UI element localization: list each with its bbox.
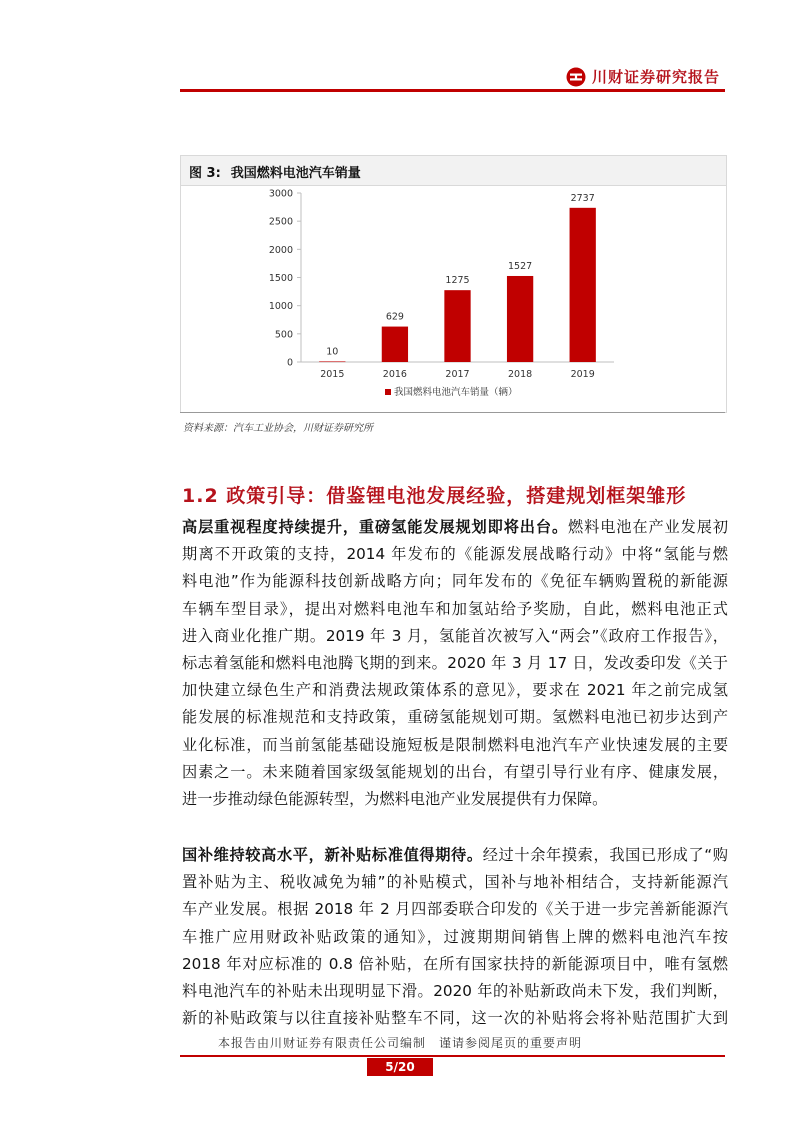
x-tick-label-2018: 2018	[508, 369, 533, 380]
page-number: 5/20	[367, 1058, 433, 1076]
paragraph-line: 能发展的标准规范和支持政策，重磅氢能规划可期。氢燃料电池已初步达到产	[182, 708, 728, 727]
bar-2016	[382, 327, 408, 362]
paragraph-lead: 高层重视程度持续提升，重磅氢能发展规划即将出台。	[182, 518, 569, 536]
y-tick-label: 1500	[268, 273, 293, 284]
bar-2018	[507, 276, 533, 362]
paragraph-line: 车辆车型目录》，提出对燃料电池车和加氢站给予奖励，自此，燃料电池正式	[182, 599, 728, 618]
paragraph-line: 置补贴为主、税收减免为辅”的补贴模式，国补与地补相结合，支持新能源汽	[182, 873, 728, 892]
paragraph-lead: 国补维持较高水平，新补贴标准值得期待。	[182, 846, 483, 864]
footer-disclaimer: 本报告由川财证券有限责任公司编制 谨请参阅尾页的重要声明	[217, 1036, 582, 1050]
paragraph-policy	[182, 514, 728, 813]
legend-label: 我国燃料电池汽车销量（辆）	[394, 387, 518, 398]
data-label-2015: 10	[326, 346, 339, 358]
paragraph-line: 车产业发展。根据 2018 年 2 月四部委联合印发的《关于进一步完善新能源汽	[182, 900, 728, 919]
figure-title: 我国燃料电池汽车销量	[230, 166, 361, 181]
x-tick-label-2015: 2015	[320, 369, 345, 380]
paragraph-line: 料电池”作为能源科技创新战略方向；同年发布的《免征车辆购置税的新能源	[182, 572, 728, 591]
sales-bar-chart	[181, 156, 726, 412]
paragraph-line: 业化标准，而当前氢能基础设施短板是限制燃料电池汽车产业快速发展的主要	[182, 735, 728, 754]
paragraph-text: 燃料电池在产业发展初	[568, 518, 728, 536]
figure-label: 图 3:	[189, 166, 221, 181]
paragraph-line: 料电池汽车的补贴未出现明显下滑。2020 年的补贴新政尚未下发，我们判断，	[182, 981, 728, 1000]
figure-frame	[180, 155, 727, 413]
data-label-2016: 629	[385, 311, 404, 323]
y-tick-label: 0	[286, 357, 293, 369]
y-tick-label: 2000	[268, 244, 293, 256]
footer-divider	[180, 1055, 725, 1057]
company-logo-icon	[566, 67, 586, 87]
paragraph-line: 2018 年对应标准的 0.8 倍补贴，在所有国家扶持的新能源项目中，唯有氢燃	[182, 954, 728, 973]
header-divider	[180, 89, 725, 92]
paragraph-line	[182, 514, 728, 541]
figure-source: 资料来源：汽车工业协会，川财证券研究所	[183, 423, 373, 434]
x-tick-label-2019: 2019	[570, 369, 595, 380]
bar-2019	[570, 208, 596, 362]
figure-bottom-divider	[180, 412, 725, 413]
data-label-2019: 2737	[570, 192, 595, 204]
paragraph-line: 新的补贴政策与以往直接补贴整车不同，这一次的补贴将会将补贴范围扩大到	[182, 1009, 728, 1028]
paragraph-line: 车推广应用财政补贴政策的通知》，过渡期期间销售上牌的燃料电池汽车按	[182, 927, 728, 946]
y-tick-label: 3000	[268, 188, 293, 200]
bar-2015	[319, 361, 345, 362]
paragraph-line: 期离不开政策的支持，2014 年发布的《能源发展战略行动》中将“氢能与燃	[182, 545, 728, 564]
paragraph-subsidy	[182, 842, 728, 1032]
legend-swatch	[385, 389, 391, 395]
paragraph-line: 进一步推动绿色能源转型，为燃料电池产业发展提供有力保障。	[182, 789, 608, 808]
y-tick-label: 500	[274, 329, 293, 341]
paragraph-line: 进入商业化推广期。2019 年 3 月，氢能首次被写入“两会”《政府工作报告》，	[182, 626, 728, 645]
x-tick-label-2016: 2016	[382, 369, 407, 380]
data-label-2018: 1527	[508, 260, 533, 272]
x-tick-label-2017: 2017	[445, 369, 470, 380]
paragraph-text: 经过十余年摸索，我国已形成了“购	[482, 846, 728, 864]
header-brand	[566, 66, 720, 87]
y-tick-label: 1000	[268, 301, 293, 313]
paragraph-line	[182, 842, 728, 869]
y-tick-label: 2500	[268, 216, 293, 228]
paragraph-line: 标志着氢能和燃料电池腾飞期的到来。2020 年 3 月 17 日，发改委印发《关于	[182, 653, 728, 672]
data-label-2017: 1275	[445, 275, 470, 287]
paragraph-line: 加快建立绿色生产和消费法规政策体系的意见》，要求在 2021 年之前完成氢	[182, 681, 728, 700]
bar-2017	[444, 290, 470, 362]
section-heading: 1.2 政策引导：借鉴锂电池发展经验，搭建规划框架雏形	[182, 485, 687, 507]
paragraph-line: 因素之一。未来随着国家级氢能规划的出台，有望引导行业有序、健康发展，	[182, 762, 728, 781]
header-title: 川财证券研究报告	[591, 68, 720, 86]
